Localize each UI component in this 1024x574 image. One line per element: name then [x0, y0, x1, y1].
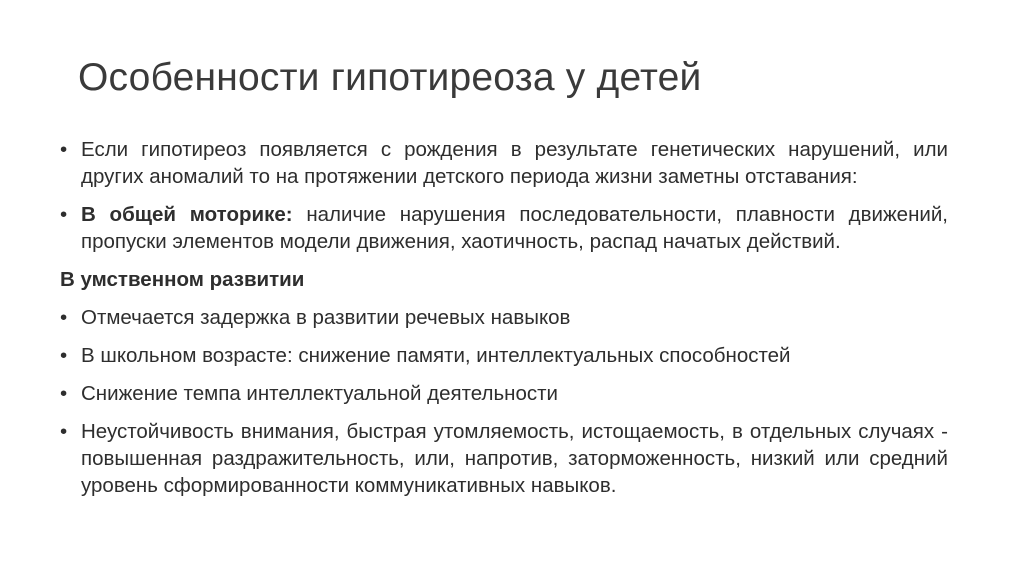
bullet-item [60, 380, 948, 407]
bullet-item [60, 304, 948, 331]
bullet-text: наличие нарушения последовательности, плавности движений, пропуски элементов модели движения, хаотичность, распад начатых действий. [81, 203, 948, 253]
bullet-bold-lead: В общей моторике: [81, 203, 293, 226]
bullet-icon: • [60, 203, 68, 226]
slide-title: Особенности гипотиреоза у детей [78, 56, 702, 99]
bullet-item [60, 418, 948, 499]
bullet-item [60, 342, 948, 369]
bullet-text: В школьном возрасте: снижение памяти, интеллектуальных способностей [81, 344, 791, 367]
section-heading: В умственном развитии [60, 268, 305, 291]
bullet-icon: • [60, 306, 68, 329]
bullet-icon: • [60, 138, 68, 161]
bullet-icon: • [60, 382, 68, 405]
bullet-text: Снижение темпа интеллектуальной деятельности [81, 382, 558, 405]
bullet-icon: • [60, 420, 68, 443]
bullet-item [60, 201, 948, 255]
bullet-text: Неустойчивость внимания, быстрая утомляемость, истощаемость, в отдельных случаях - повышенная раздражительность, или, напротив, заторможенность, низкий или средний уровень сформированности коммуникативных навыков. [81, 420, 948, 497]
bullet-text: Отмечается задержка в развитии речевых навыков [81, 306, 571, 329]
bullet-icon: • [60, 344, 68, 367]
bullet-item [60, 136, 948, 190]
bullet-text: Если гипотиреоз появляется с рождения в результате генетических нарушений, или других аномалий то на протяжении детского периода жизни заметны отставания: [81, 138, 948, 188]
slide-content [60, 136, 948, 499]
